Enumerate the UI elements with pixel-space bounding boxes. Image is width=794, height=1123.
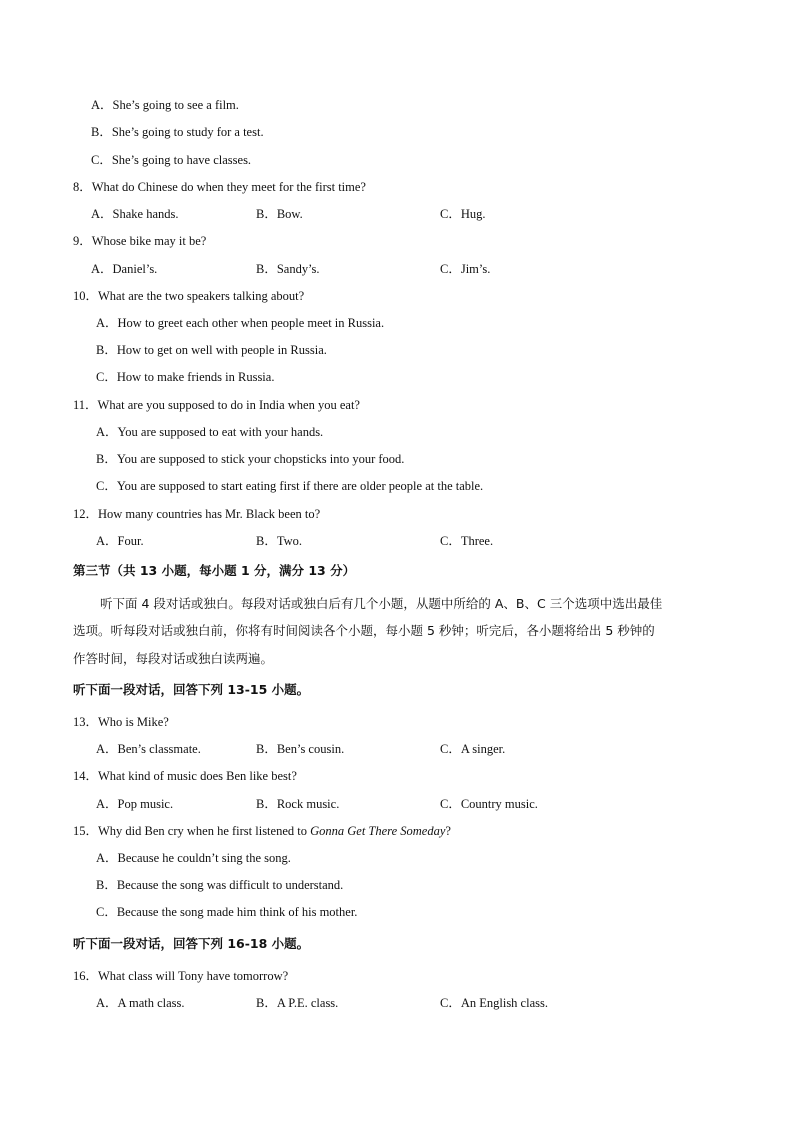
q10-option-b: B．How to get on well with people in Russia.	[96, 343, 327, 357]
q15-stem-end: ?	[445, 824, 451, 838]
q9-option-a: A．Daniel’s.	[91, 262, 158, 276]
q12-option-a: A．Four.	[96, 534, 144, 548]
q16-option-c: C．An English class.	[440, 996, 548, 1010]
group-heading-16-18: 听下面一段对话，回答下列 16-18 小题。	[73, 936, 310, 951]
q13-option-c: C．A singer.	[440, 742, 506, 756]
q14-stem: 14．What kind of music does Ben like best?	[73, 769, 297, 783]
group-heading-13-15: 听下面一段对话，回答下列 13-15 小题。	[73, 682, 310, 697]
q12-option-c: C．Three.	[440, 534, 494, 548]
q10-option-c: C．How to make friends in Russia.	[96, 370, 275, 384]
q16-stem: 16．What class will Tony have tomorrow?	[73, 969, 289, 983]
instructions-line-1: 听下面 4 段对话或独白。每段对话或独白后有几个小题，从题中所给的 A、B、C 三个选项中选出最佳	[100, 596, 663, 611]
q7-option-a: A．She’s going to see a film.	[91, 98, 239, 112]
q8-option-c: C．Hug.	[440, 207, 486, 221]
q11-stem: 11．What are you supposed to do in India when you eat?	[73, 398, 360, 412]
q13-stem: 13．Who is Mike?	[73, 715, 169, 729]
instructions-line-3: 作答时间，每段对话或独白读两遍。	[73, 651, 274, 666]
q9-stem: 9．Whose bike may it be?	[73, 234, 207, 248]
q12-option-b: B．Two.	[256, 534, 303, 548]
q11-option-c: C．You are supposed to start eating first if there are older people at the table.	[96, 479, 484, 493]
q15-option-b: B．Because the song was difficult to understand.	[96, 878, 344, 892]
q13-option-a: A．Ben’s classmate.	[96, 742, 201, 756]
q10-stem: 10．What are the two speakers talking about?	[73, 289, 305, 303]
q9-option-c: C．Jim’s.	[440, 262, 491, 276]
q15-option-c: C．Because the song made him think of his mother.	[96, 905, 358, 919]
q8-stem: 8．What do Chinese do when they meet for the first time?	[73, 180, 366, 194]
q16-option-a: A．A math class.	[96, 996, 185, 1010]
q16-option-b: B．A P.E. class.	[256, 996, 339, 1010]
q15-stem	[73, 823, 451, 839]
q11-option-b: B．You are supposed to stick your chopsticks into your food.	[96, 452, 405, 466]
q14-option-b: B．Rock music.	[256, 797, 340, 811]
instructions-line-2: 选项。听每段对话或独白前，你将有时间阅读各个小题，每小题 5 秒钟；听完后，各小题将给出 5 秒钟的	[73, 623, 655, 638]
q10-option-a: A．How to greet each other when people meet in Russia.	[96, 316, 385, 330]
q7-option-b: B．She’s going to study for a test.	[91, 125, 264, 139]
q11-option-a: A．You are supposed to eat with your hands.	[96, 425, 324, 439]
section-heading: 第三节（共 13 小题，每小题 1 分，满分 13 分）	[73, 563, 356, 578]
q15-stem-text: 15．Why did Ben cry when he first listened to	[73, 824, 311, 838]
q14-option-a: A．Pop music.	[96, 797, 174, 811]
q7-option-c: C．She’s going to have classes.	[91, 153, 252, 167]
q9-option-b: B．Sandy’s.	[256, 262, 320, 276]
q14-option-c: C．Country music.	[440, 797, 538, 811]
q15-option-a: A．Because he couldn’t sing the song.	[96, 851, 291, 865]
q12-stem: 12．How many countries has Mr. Black been to?	[73, 507, 321, 521]
q15-song-title: Gonna Get There Someday	[310, 824, 446, 838]
q13-option-b: B．Ben’s cousin.	[256, 742, 345, 756]
q8-option-b: B．Bow.	[256, 207, 303, 221]
q8-option-a: A．Shake hands.	[91, 207, 179, 221]
